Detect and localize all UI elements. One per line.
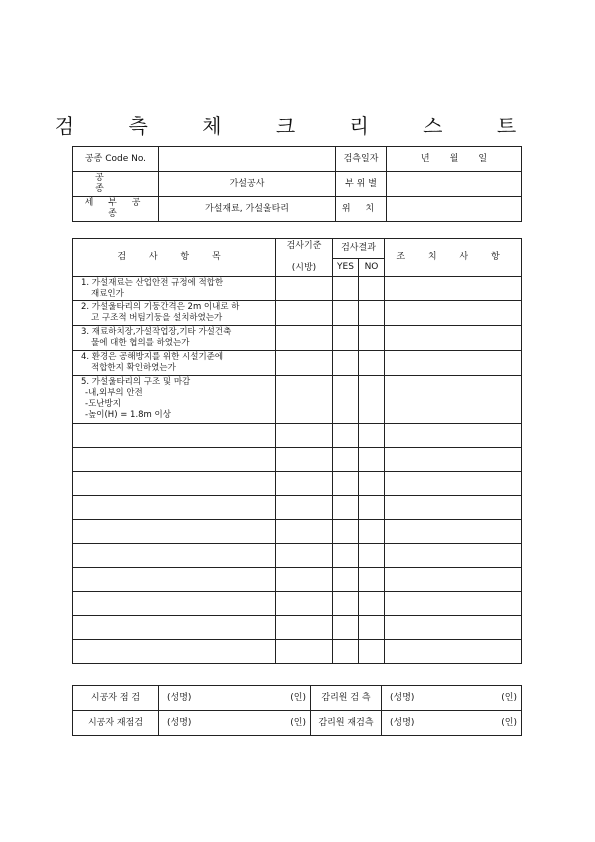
action-cell[interactable] <box>385 277 522 301</box>
action-cell[interactable] <box>385 301 522 326</box>
yes-cell[interactable] <box>333 544 359 568</box>
standard-cell[interactable] <box>276 326 333 351</box>
checklist-item-line: -내,외부의 안전 <box>85 388 143 398</box>
yes-cell[interactable] <box>333 277 359 301</box>
yes-cell[interactable] <box>333 326 359 351</box>
contractor-check-sign-field[interactable] <box>159 686 311 711</box>
checklist-empty-row <box>73 520 522 544</box>
code-label: 공종 Code No. <box>73 147 159 172</box>
contractor-check-name: (성명) <box>167 692 192 703</box>
standard-cell[interactable] <box>276 568 333 592</box>
supervisor-check-seal: (인) <box>501 692 517 703</box>
col-header-standard <box>276 239 333 277</box>
header-table <box>72 146 522 222</box>
action-cell[interactable] <box>385 592 522 616</box>
checklist-item-line: 1. 가설재료는 산업안전 규정에 적합한 <box>81 278 224 288</box>
no-cell[interactable] <box>359 326 385 351</box>
checklist-empty-row <box>73 496 522 520</box>
action-cell[interactable] <box>385 640 522 664</box>
item-cell[interactable] <box>73 424 276 448</box>
checklist-item-text <box>73 277 276 301</box>
inspect-date-field[interactable] <box>387 147 522 172</box>
item-cell[interactable] <box>73 640 276 664</box>
checklist-empty-row <box>73 592 522 616</box>
item-cell[interactable] <box>73 544 276 568</box>
action-cell[interactable] <box>385 472 522 496</box>
no-cell[interactable] <box>359 472 385 496</box>
no-cell[interactable] <box>359 616 385 640</box>
contractor-check-seal: (인) <box>290 692 306 703</box>
yes-cell[interactable] <box>333 520 359 544</box>
checklist-row <box>73 376 522 424</box>
supervisor-recheck-label: 감리원 재검측 <box>311 711 382 736</box>
standard-cell[interactable] <box>276 277 333 301</box>
standard-cell[interactable] <box>276 424 333 448</box>
item-cell[interactable] <box>73 472 276 496</box>
yes-cell[interactable] <box>333 301 359 326</box>
standard-cell[interactable] <box>276 592 333 616</box>
no-cell[interactable] <box>359 376 385 424</box>
contractor-check-label: 시공자 점 검 <box>73 686 159 711</box>
contractor-recheck-sign-field[interactable] <box>159 711 311 736</box>
work-type-value[interactable]: 가설공사 <box>159 172 336 197</box>
standard-cell[interactable] <box>276 376 333 424</box>
standard-cell[interactable] <box>276 472 333 496</box>
yes-cell[interactable] <box>333 568 359 592</box>
location-value-field[interactable] <box>387 197 522 222</box>
checklist-item-line: 물에 대한 협의를 하였는가 <box>91 338 190 348</box>
no-cell[interactable] <box>359 301 385 326</box>
checklist-item-line: -높이(H) = 1.8m 이상 <box>85 410 171 420</box>
no-cell[interactable] <box>359 496 385 520</box>
no-cell[interactable] <box>359 568 385 592</box>
checklist-item-line: 4. 환경은 공해방지를 위한 시설기준에 <box>81 352 224 362</box>
col-header-item: 검 사 항 목 <box>73 239 276 277</box>
action-cell[interactable] <box>385 520 522 544</box>
part-label: 부 위 별 <box>336 172 387 197</box>
inspect-date-label: 검측일자 <box>336 147 387 172</box>
date-year: 년 <box>420 153 430 164</box>
checklist-item-line: 2. 가설울타리의 기둥간격은 2m 이내로 하 <box>81 302 240 312</box>
standard-cell[interactable] <box>276 351 333 376</box>
action-cell[interactable] <box>385 496 522 520</box>
item-cell[interactable] <box>73 448 276 472</box>
date-day: 일 <box>478 153 488 164</box>
action-cell[interactable] <box>385 351 522 376</box>
yes-cell[interactable] <box>333 424 359 448</box>
no-cell[interactable] <box>359 544 385 568</box>
item-cell[interactable] <box>73 568 276 592</box>
action-cell[interactable] <box>385 448 522 472</box>
yes-cell[interactable] <box>333 351 359 376</box>
standard-cell[interactable] <box>276 448 333 472</box>
contractor-recheck-label: 시공자 재점검 <box>73 711 159 736</box>
supervisor-recheck-seal: (인) <box>501 717 517 728</box>
checklist-empty-row <box>73 448 522 472</box>
yes-cell[interactable] <box>333 592 359 616</box>
checklist-row <box>73 301 522 326</box>
location-label: 위 치 <box>336 197 387 222</box>
checklist-row <box>73 277 522 301</box>
item-cell[interactable] <box>73 520 276 544</box>
action-cell[interactable] <box>385 616 522 640</box>
checklist-item-text <box>73 351 276 376</box>
checklist-item-line: 적합한지 확인하였는가 <box>91 363 176 373</box>
checklist-empty-row <box>73 568 522 592</box>
contractor-recheck-seal: (인) <box>290 717 306 728</box>
col-header-standard-label: 검사기준 <box>286 241 322 251</box>
no-cell[interactable] <box>359 448 385 472</box>
part-value-field[interactable] <box>387 172 522 197</box>
checklist-row <box>73 351 522 376</box>
standard-cell[interactable] <box>276 544 333 568</box>
yes-cell[interactable] <box>333 496 359 520</box>
checklist-item-line: 3. 재료하치장,가설작업장,기타 가설건축 <box>81 327 232 337</box>
checklist-item-line: 5. 가설울타리의 구조 및 마감 <box>81 377 191 387</box>
action-cell[interactable] <box>385 544 522 568</box>
no-cell[interactable] <box>359 277 385 301</box>
no-cell[interactable] <box>359 640 385 664</box>
action-cell[interactable] <box>385 568 522 592</box>
yes-cell[interactable] <box>333 472 359 496</box>
contractor-recheck-name: (성명) <box>167 717 192 728</box>
work-type-label: 공 종 <box>73 172 159 197</box>
item-cell[interactable] <box>73 616 276 640</box>
checklist-empty-row <box>73 544 522 568</box>
standard-cell[interactable] <box>276 496 333 520</box>
standard-cell[interactable] <box>276 616 333 640</box>
item-cell[interactable] <box>73 592 276 616</box>
checklist-table <box>72 238 522 664</box>
supervisor-check-name: (성명) <box>390 692 415 703</box>
checklist-item-text <box>73 376 276 424</box>
yes-cell[interactable] <box>333 640 359 664</box>
no-cell[interactable] <box>359 592 385 616</box>
checklist-item-line: -도난방지 <box>85 399 121 409</box>
sub-work-type-label: 세 부 공 종 <box>73 197 159 222</box>
supervisor-check-label: 감리원 검 측 <box>311 686 382 711</box>
no-cell[interactable] <box>359 351 385 376</box>
checklist-item-line: 고 구조적 버팀기둥을 설치하였는가 <box>91 313 223 323</box>
checklist-empty-row <box>73 640 522 664</box>
supervisor-check-sign-field[interactable] <box>382 686 522 711</box>
col-header-action: 조 치 사 항 <box>385 239 522 277</box>
no-cell[interactable] <box>359 520 385 544</box>
signature-table <box>72 685 522 736</box>
checklist-item-text <box>73 326 276 351</box>
date-month: 월 <box>449 153 459 164</box>
yes-cell[interactable] <box>333 376 359 424</box>
page-title: 검 측 체 크 리 스 트 <box>54 114 541 138</box>
standard-cell[interactable] <box>276 520 333 544</box>
checklist-row <box>73 326 522 351</box>
action-cell[interactable] <box>385 424 522 448</box>
yes-cell[interactable] <box>333 448 359 472</box>
checklist-empty-row <box>73 424 522 448</box>
checklist-empty-row <box>73 616 522 640</box>
code-value-field[interactable] <box>159 147 336 172</box>
item-cell[interactable] <box>73 496 276 520</box>
checklist-item-text <box>73 301 276 326</box>
no-cell[interactable] <box>359 424 385 448</box>
standard-cell[interactable] <box>276 640 333 664</box>
col-header-result: 검사결과 <box>333 239 385 259</box>
action-cell[interactable] <box>385 326 522 351</box>
col-header-standard-sub: (시방) <box>291 263 317 273</box>
action-cell[interactable] <box>385 376 522 424</box>
col-header-no: NO <box>359 259 385 277</box>
checklist-empty-row <box>73 472 522 496</box>
supervisor-recheck-name: (성명) <box>390 717 415 728</box>
standard-cell[interactable] <box>276 301 333 326</box>
checklist-item-line: 재료인가 <box>91 289 124 299</box>
col-header-yes: YES <box>333 259 359 277</box>
supervisor-recheck-sign-field[interactable] <box>382 711 522 736</box>
yes-cell[interactable] <box>333 616 359 640</box>
sub-work-type-value[interactable]: 가설재료, 가설울타리 <box>159 197 336 222</box>
